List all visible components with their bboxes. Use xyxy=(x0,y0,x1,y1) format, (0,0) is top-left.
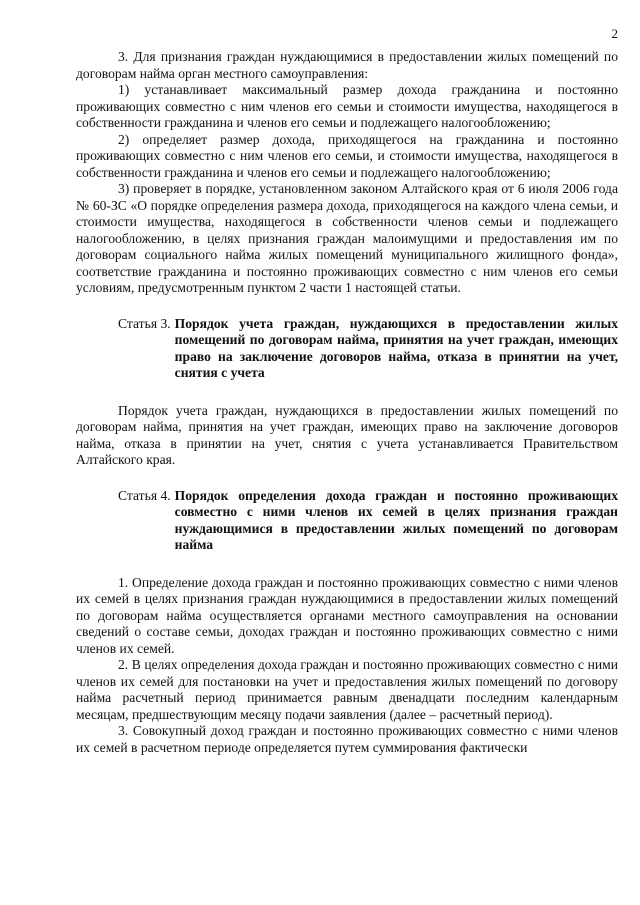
document-body xyxy=(76,49,618,756)
paragraph-item-2: 2) определяет размер дохода, приходящегося на гражданина и постоянно проживающих совместно с ним членов его семьи, и стоимости имущества, находящегося в собственности гражданина и членов его семьи и подлежащего налогообложению; xyxy=(76,131,618,180)
article-4-heading xyxy=(76,488,618,554)
paragraph-item-1: 1) устанавливает максимальный размер дохода гражданина и постоянно проживающих совместно с ним членов его семьи и стоимости имущества, находящегося в собственности гражданина и членов его семьи и подлежащего налогообложению; xyxy=(76,82,618,130)
page-number: 2 xyxy=(611,26,618,41)
article-4-paragraph-3: 3. Совокупный доход граждан и постоянно проживающих совместно с ними членов их семей в расчетном периоде определяется путем суммирования фактически xyxy=(76,723,618,755)
article-3-paragraph: Порядок учета граждан, нуждающихся в предоставлении жилых помещений по договорам найма, принятия на учет граждан, имеющих право на заключение договоров найма, отказа в принятии на учет, снятия с учета устанавливается Правительством Алтайского края. xyxy=(76,402,618,467)
article-4-paragraph-2: 2. В целях определения дохода граждан и постоянно проживающих совместно с ними членов их семей для постановки на учет и предоставления жилых помещений по договору найма расчетный период принимается равным двенадцати последним календарным месяцам, предшествующим месяцу подачи заявления (далее – расчетный период). xyxy=(76,657,618,722)
article-3-title: Порядок учета граждан, нуждающихся в предоставлении жилых помещений по договорам найма, принятия на учет граждан, имеющих право на заключение договоров найма, отказа в принятии на учет, снятия с учета xyxy=(174,315,618,380)
paragraph-intro: 3. Для признания граждан нуждающимися в предоставлении жилых помещений по договорам найма орган местного самоуправления: xyxy=(76,49,618,81)
article-4-label: Статья 4. xyxy=(118,487,171,503)
article-4-title: Порядок определения дохода граждан и постоянно проживающих совместно с ними членов их семей в целях признания граждан нуждающимися в предоставлении жилых помещений по договорам найма xyxy=(174,487,618,552)
paragraph-item-3: 3) проверяет в порядке, установленном законом Алтайского края от 6 июля 2006 года № 60-ЗС «О порядке определения размера дохода, приходящегося на каждого члена семьи, и стоимости имущества, находящегося в собственности членов семьи и подлежащего налогообложению, в целях признания граждан малоимущими и предоставления им по договорам социального найма жилых помещений муниципального жилищного фонда», соответствие гражданина и постоянно проживающих совместно с ним членов его семьи условиям, предусмотренным пунктом 2 части 1 настоящей статьи. xyxy=(76,181,618,295)
article-3-heading xyxy=(76,316,618,382)
article-4-paragraph-1: 1. Определение дохода граждан и постоянно проживающих совместно с ними членов их семей в целях признания граждан нуждающимися в предоставлении жилых помещений по договорам найма осуществляется органами местного самоуправления на основании сведений о составе семьи, доходах граждан и постоянно проживающих совместно с ними членов их семей. xyxy=(76,574,618,656)
article-3-label: Статья 3. xyxy=(118,315,171,331)
